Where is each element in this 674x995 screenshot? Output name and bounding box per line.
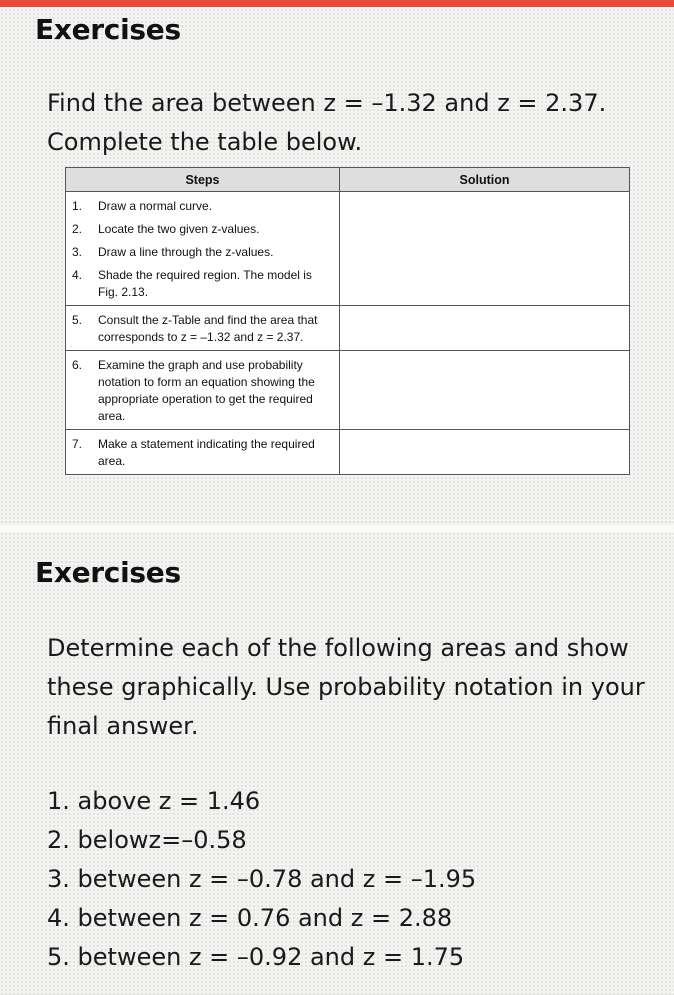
slide-1-heading: Exercises <box>35 13 181 46</box>
list-item: 5. between z = –0.92 and z = 1.75 <box>47 943 465 971</box>
table-row <box>66 430 630 475</box>
step-text: Consult the z-Table and find the area that corresponds to z = –1.32 and z = 2.37. <box>98 313 318 344</box>
step-number: 6. <box>72 358 83 372</box>
steps-cell <box>66 192 340 306</box>
step-item <box>70 244 333 261</box>
slide-exercise-table <box>0 7 674 525</box>
step-number: 5. <box>72 313 83 327</box>
slide-divider <box>0 525 674 532</box>
steps-table <box>65 167 630 475</box>
list-item: 2. belowz=–0.58 <box>47 826 247 854</box>
table-row <box>66 192 630 306</box>
table-header-row <box>66 168 630 192</box>
prompt-line-1: Find the area between z = –1.32 and z = 2.37. <box>47 89 607 117</box>
step-number: 3. <box>72 245 83 259</box>
steps-cell <box>66 430 340 475</box>
step-text: Locate the two given z-values. <box>98 222 260 236</box>
table-row <box>66 306 630 351</box>
step-number: 1. <box>72 199 83 213</box>
header-solution: Solution <box>340 168 630 192</box>
slide-2-prompt: Determine each of the following areas and show these graphically. Use probability notation in your final answer. <box>47 634 645 740</box>
slide-exercise-list <box>0 532 674 995</box>
solution-cell[interactable] <box>340 351 630 430</box>
header-steps: Steps <box>66 168 340 192</box>
prompt-line-2: Complete the table below. <box>47 128 363 156</box>
solution-cell[interactable] <box>340 430 630 475</box>
step-item <box>70 198 333 215</box>
list-item: 4. between z = 0.76 and z = 2.88 <box>47 904 453 932</box>
step-text: Shade the required region. The model is Fig. 2.13. <box>98 268 312 299</box>
table-row <box>66 351 630 430</box>
exercise-list <box>47 782 476 977</box>
list-item: 1. above z = 1.46 <box>47 787 261 815</box>
solution-cell[interactable] <box>340 192 630 306</box>
step-item <box>70 312 333 346</box>
step-number: 7. <box>72 437 83 451</box>
top-accent-bar <box>0 0 674 7</box>
solution-cell[interactable] <box>340 306 630 351</box>
step-item <box>70 357 333 425</box>
step-text: Make a statement indicating the required area. <box>98 437 315 468</box>
steps-cell <box>66 351 340 430</box>
step-text: Draw a line through the z-values. <box>98 245 274 259</box>
slide-1-prompt <box>47 84 606 162</box>
step-text: Draw a normal curve. <box>98 199 213 213</box>
step-number: 2. <box>72 222 83 236</box>
steps-cell <box>66 306 340 351</box>
step-item <box>70 221 333 238</box>
slide-2-heading: Exercises <box>35 556 181 589</box>
step-number: 4. <box>72 268 83 282</box>
list-item: 3. between z = –0.78 and z = –1.95 <box>47 865 477 893</box>
step-text: Examine the graph and use probability notation to form an equation showing the appropriate operation to get the required area. <box>98 358 315 423</box>
step-item <box>70 267 333 301</box>
step-item <box>70 436 333 470</box>
